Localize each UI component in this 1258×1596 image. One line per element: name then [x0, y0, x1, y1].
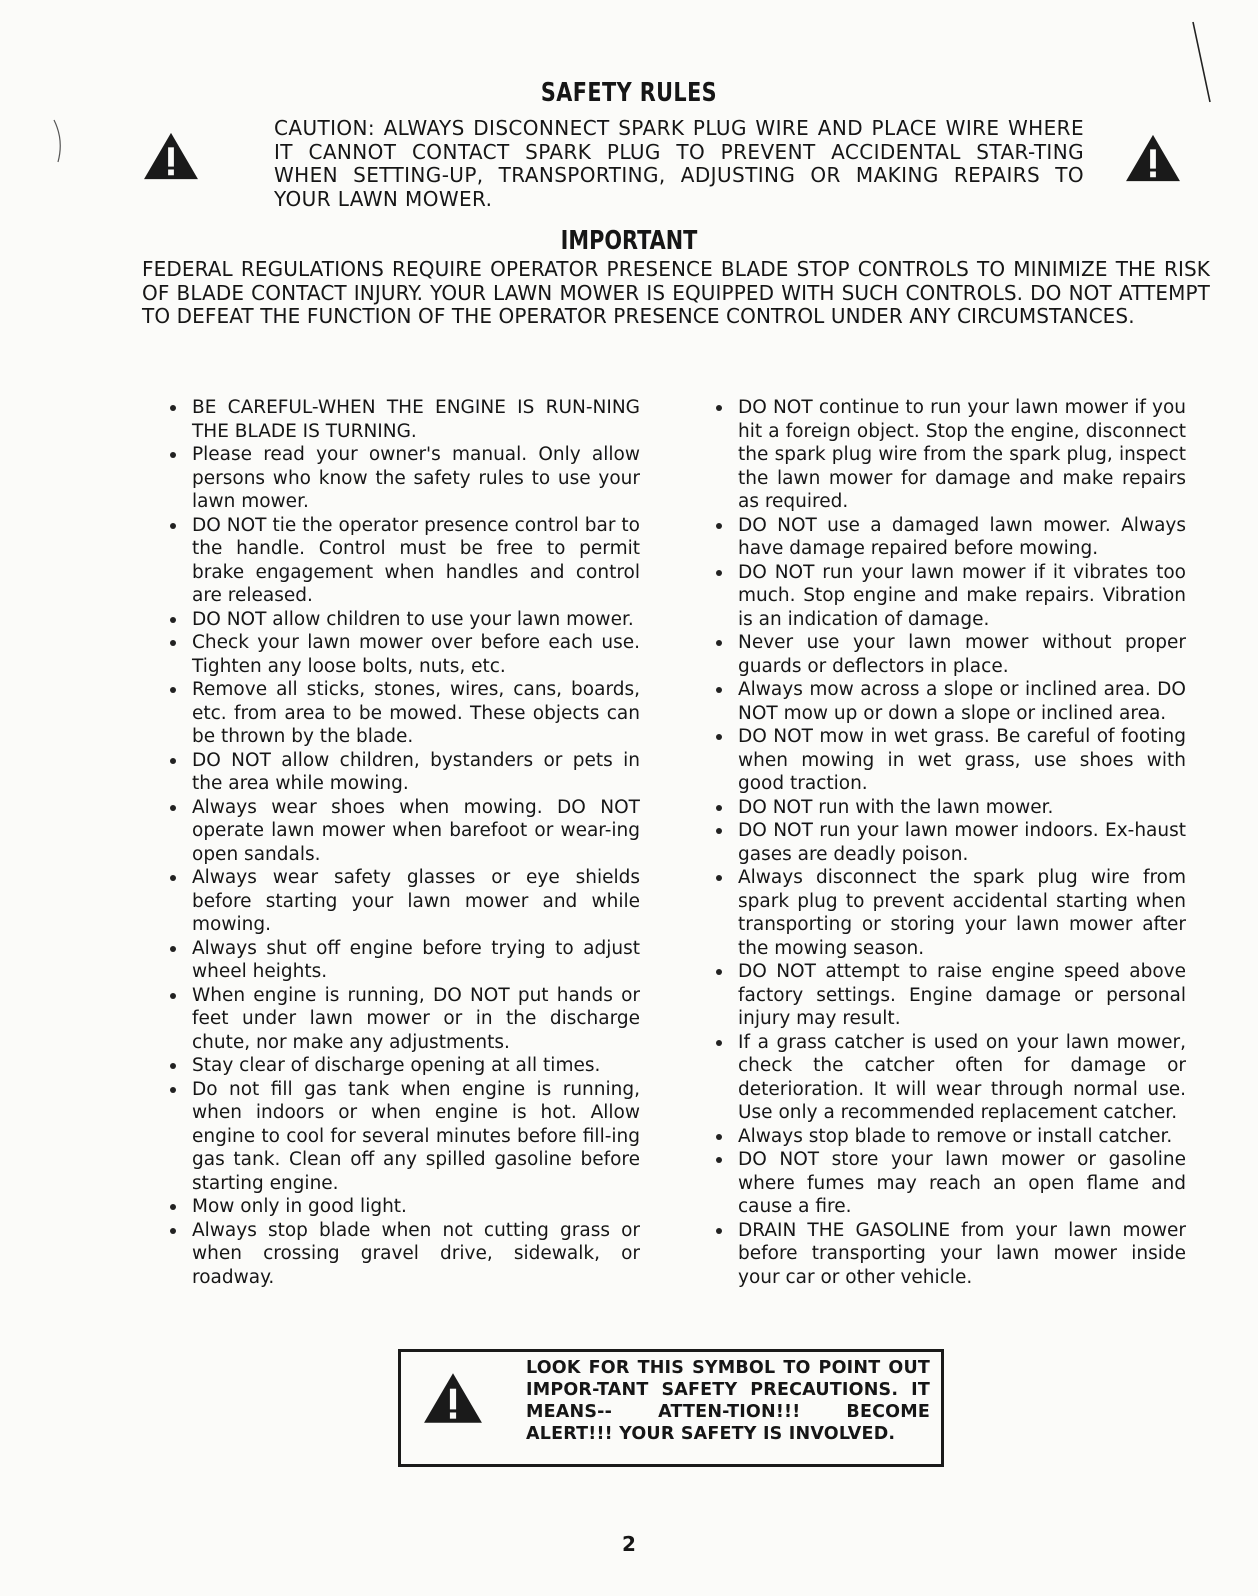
safety-symbol-notice-text: LOOK FOR THIS SYMBOL TO POINT OUT IMPOR-TANT SAFETY PRECAUTIONS. IT MEANS-- ATTEN-TION!!! BECOME ALERT!!! YOUR SAFETY IS INVOLVED.: [526, 1358, 930, 1444]
list-item: DO NOT allow children, bystanders or pets in the area while mowing.: [166, 749, 640, 796]
warning-triangle-icon: [1124, 132, 1182, 184]
list-item: DO NOT allow children to use your lawn mower.: [166, 608, 640, 632]
caution-paragraph: CAUTION: ALWAYS DISCONNECT SPARK PLUG WIRE AND PLACE WIRE WHERE IT CANNOT CONTACT SPARK PLUG TO PREVENT ACCIDENTAL STAR-TING WHEN SETTING-UP, TRANSPORTING, ADJUSTING OR MAKING REPAIRS TO YOUR LAWN MOWER.: [274, 116, 1084, 211]
warning-triangle-icon: [422, 1370, 484, 1426]
list-item: Do not fill gas tank when engine is running, when indoors or when engine is hot. Allow engine to cool for several minutes before fill-ing gas tank. Clean off any spilled gasoline before starting engine.: [166, 1078, 640, 1196]
important-heading: IMPORTANT: [560, 226, 698, 256]
list-item: Always shut off engine before trying to adjust wheel heights.: [166, 937, 640, 984]
list-item: Always stop blade when not cutting grass or when crossing gravel drive, sidewalk, or roadway.: [166, 1219, 640, 1290]
page-number: 2: [622, 1532, 636, 1556]
scan-mark-right: [1190, 20, 1220, 110]
list-item: DO NOT run your lawn mower if it vibrates too much. Stop engine and make repairs. Vibration is an indication of damage.: [712, 561, 1186, 632]
scan-mark-left: [50, 118, 70, 166]
list-item: Always disconnect the spark plug wire from spark plug to prevent accidental starting when transporting or storing your lawn mower after the mowing season.: [712, 866, 1186, 960]
list-item: Always stop blade to remove or install catcher.: [712, 1125, 1186, 1149]
list-item: DO NOT run with the lawn mower.: [712, 796, 1186, 820]
list-item: Mow only in good light.: [166, 1195, 640, 1219]
list-item: DO NOT attempt to raise engine speed above factory settings. Engine damage or personal injury may result.: [712, 960, 1186, 1031]
list-item: Remove all sticks, stones, wires, cans, boards, etc. from area to be mowed. These objects can be thrown by the blade.: [166, 678, 640, 749]
important-paragraph: FEDERAL REGULATIONS REQUIRE OPERATOR PRESENCE BLADE STOP CONTROLS TO MINIMIZE THE RISK OF BLADE CONTACT INJURY. YOUR LAWN MOWER IS EQUIPPED WITH SUCH CONTROLS. DO NOT ATTEMPT TO DEFEAT THE FUNCTION OF THE OPERATOR PRESENCE CONTROL UNDER ANY CIRCUMSTANCES.: [142, 257, 1210, 328]
list-item: Stay clear of discharge opening at all times.: [166, 1054, 640, 1078]
list-item: Always wear shoes when mowing. DO NOT operate lawn mower when barefoot or wear-ing open sandals.: [166, 796, 640, 867]
list-item: Always mow across a slope or inclined area. DO NOT mow up or down a slope or inclined area.: [712, 678, 1186, 725]
warning-triangle-icon: [142, 130, 200, 182]
list-item: Please read your owner's manual. Only allow persons who know the safety rules to use your lawn mower.: [166, 443, 640, 514]
list-item: DO NOT store your lawn mower or gasoline where fumes may reach an open flame and cause a fire.: [712, 1148, 1186, 1219]
list-item: Always wear safety glasses or eye shields before starting your lawn mower and while mowing.: [166, 866, 640, 937]
list-item: If a grass catcher is used on your lawn mower, check the catcher often for damage or deterioration. It will wear through normal use. Use only a recommended replacement catcher.: [712, 1031, 1186, 1125]
list-item: Never use your lawn mower without proper guards or deflectors in place.: [712, 631, 1186, 678]
safety-rules-left-column: [166, 396, 640, 1289]
list-item: DRAIN THE GASOLINE from your lawn mower before transporting your lawn mower inside your car or other vehicle.: [712, 1219, 1186, 1290]
page-title: SAFETY RULES: [540, 78, 718, 108]
safety-rules-right-column: [712, 396, 1186, 1289]
list-item: Check your lawn mower over before each use. Tighten any loose bolts, nuts, etc.: [166, 631, 640, 678]
list-item: DO NOT mow in wet grass. Be careful of footing when mowing in wet grass, use shoes with good traction.: [712, 725, 1186, 796]
list-item: DO NOT use a damaged lawn mower. Always have damage repaired before mowing.: [712, 514, 1186, 561]
list-item: DO NOT tie the operator presence control bar to the handle. Control must be free to permit brake engagement when handles and control are released.: [166, 514, 640, 608]
list-item: When engine is running, DO NOT put hands or feet under lawn mower or in the discharge chute, nor make any adjustments.: [166, 984, 640, 1055]
list-item: BE CAREFUL-WHEN THE ENGINE IS RUN-NING THE BLADE IS TURNING.: [166, 396, 640, 443]
list-item: DO NOT continue to run your lawn mower if you hit a foreign object. Stop the engine, disconnect the spark plug wire from the spark plug, inspect the lawn mower for damage and make repairs as required.: [712, 396, 1186, 514]
list-item: DO NOT run your lawn mower indoors. Ex-haust gases are deadly poison.: [712, 819, 1186, 866]
